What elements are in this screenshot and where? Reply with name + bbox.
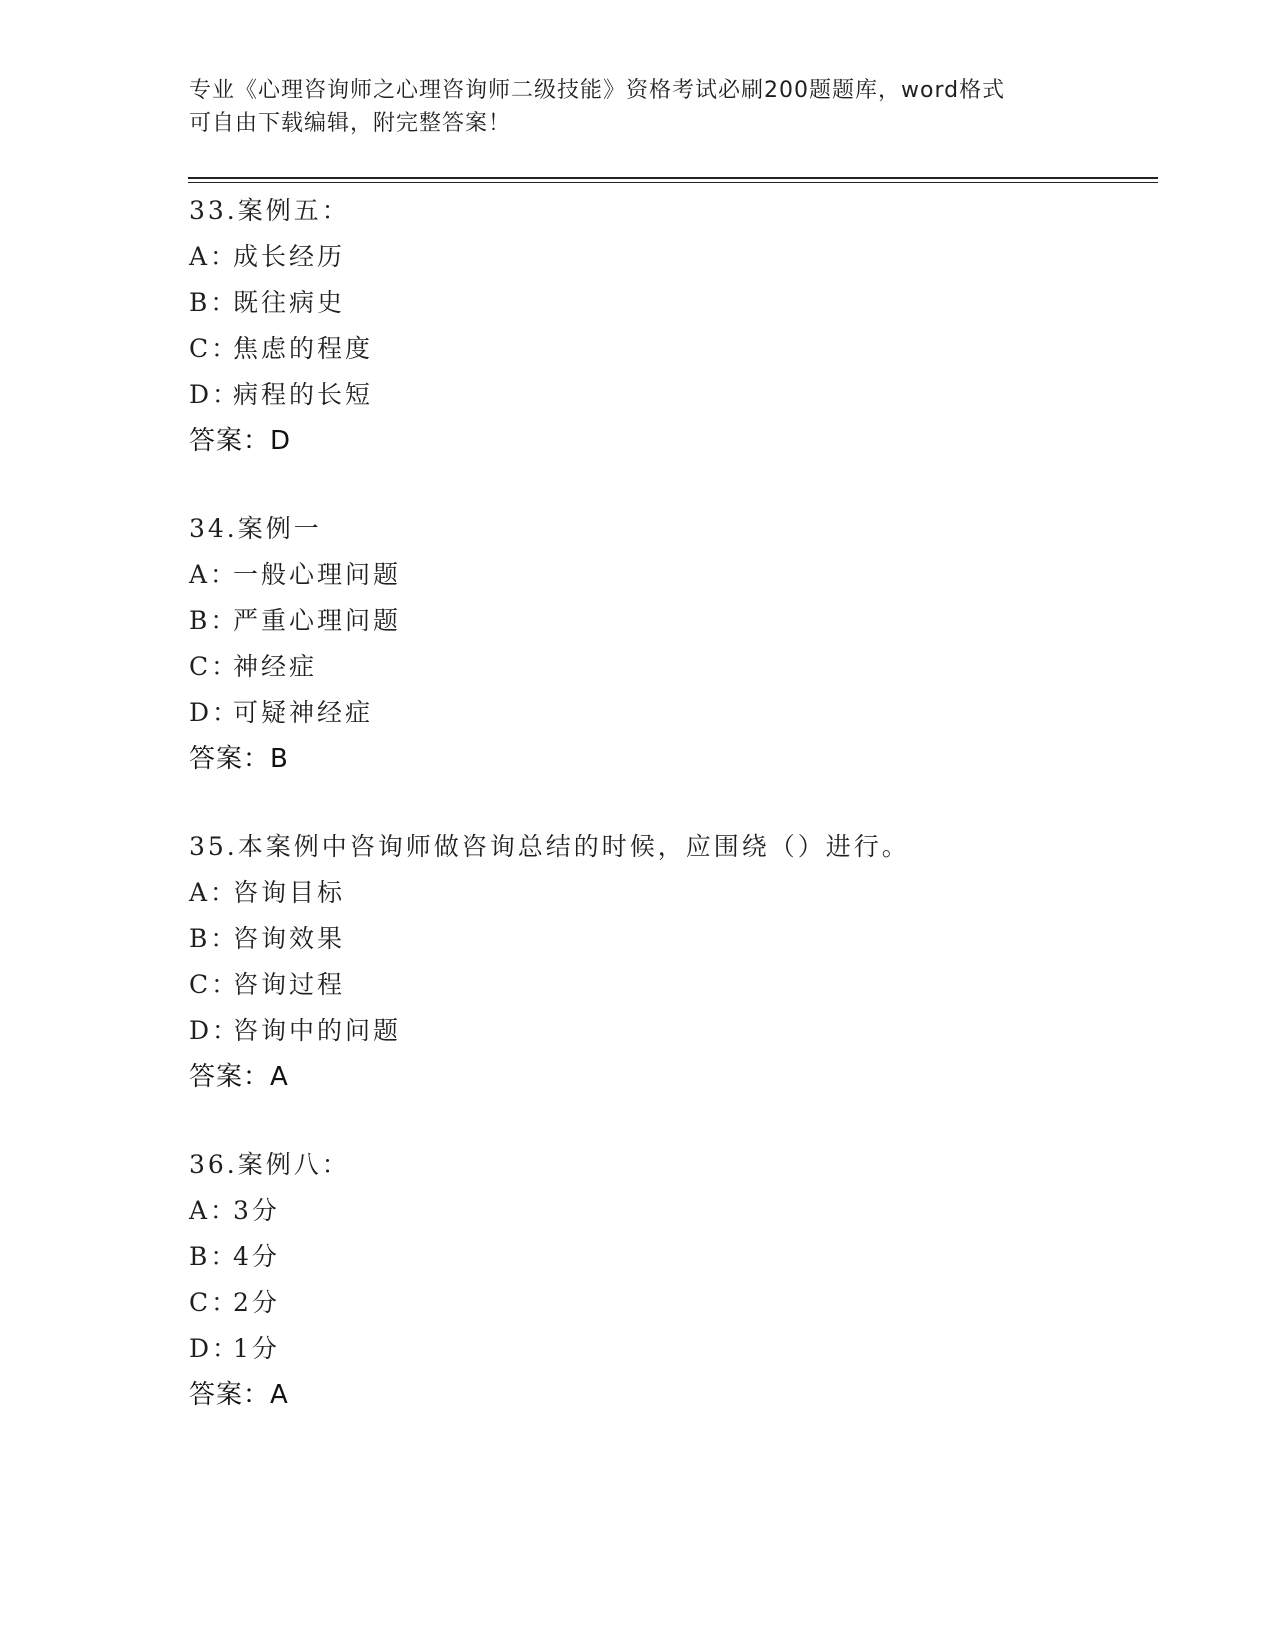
option-text: 病程的长短 [233,380,374,409]
option-key: B： [189,1242,239,1271]
option-b [189,598,1149,644]
option-text: 4分 [233,1242,280,1271]
option-c [189,326,1149,372]
header-line-1: 专业《心理咨询师之心理咨询师二级技能》资格考试必刷200题题库，word格式 [189,78,1006,103]
option-d [189,1326,1149,1372]
question-35 [189,824,1149,1100]
option-key: A： [189,1196,239,1225]
option-text: 3分 [233,1196,280,1225]
option-key: C： [189,334,240,363]
header-line-2: 可自由下载编辑，附完整答案！ [189,111,512,136]
option-text: 可疑神经症 [233,698,374,727]
option-b [189,1234,1149,1280]
answer-line: 答案：A [189,1380,289,1410]
option-key: B： [189,924,239,953]
option-a [189,552,1149,598]
option-key: A： [189,242,239,271]
question-stem: 34.案例一 [189,514,322,543]
question-36 [189,1142,1149,1418]
option-text: 2分 [233,1288,280,1317]
option-text: 神经症 [233,652,318,681]
option-text: 咨询效果 [233,924,346,953]
option-c [189,962,1149,1008]
question-34 [189,506,1149,782]
question-stem: 33.案例五： [189,196,350,225]
option-c [189,1280,1149,1326]
document-header [189,74,1089,140]
option-key: D： [189,380,241,409]
option-text: 1分 [233,1334,280,1363]
option-text: 咨询目标 [233,878,346,907]
option-text: 严重心理问题 [233,606,402,635]
option-b [189,280,1149,326]
option-key: C： [189,652,240,681]
option-a [189,234,1149,280]
option-key: D： [189,1016,241,1045]
question-stem: 35.本案例中咨询师做咨询总结的时候，应围绕（）进行。 [189,832,910,861]
answer-line: 答案：D [189,426,292,456]
header-divider-thin [188,182,1158,183]
option-d [189,372,1149,418]
option-text: 焦虑的程度 [233,334,374,363]
option-b [189,916,1149,962]
option-key: C： [189,970,240,999]
option-key: C： [189,1288,240,1317]
option-text: 一般心理问题 [233,560,402,589]
option-c [189,644,1149,690]
option-key: D： [189,1334,241,1363]
option-key: B： [189,288,239,317]
option-text: 咨询过程 [233,970,346,999]
answer-line: 答案：B [189,744,289,774]
option-text: 既往病史 [233,288,346,317]
option-key: A： [189,560,239,589]
option-text: 咨询中的问题 [233,1016,402,1045]
option-text: 成长经历 [233,242,346,271]
option-key: B： [189,606,239,635]
option-d [189,1008,1149,1054]
option-d [189,690,1149,736]
question-stem: 36.案例八： [189,1150,350,1179]
option-a [189,870,1149,916]
question-33 [189,188,1149,464]
answer-line: 答案：A [189,1062,289,1092]
option-a [189,1188,1149,1234]
option-key: A： [189,878,239,907]
header-divider-thick [188,177,1158,179]
option-key: D： [189,698,241,727]
